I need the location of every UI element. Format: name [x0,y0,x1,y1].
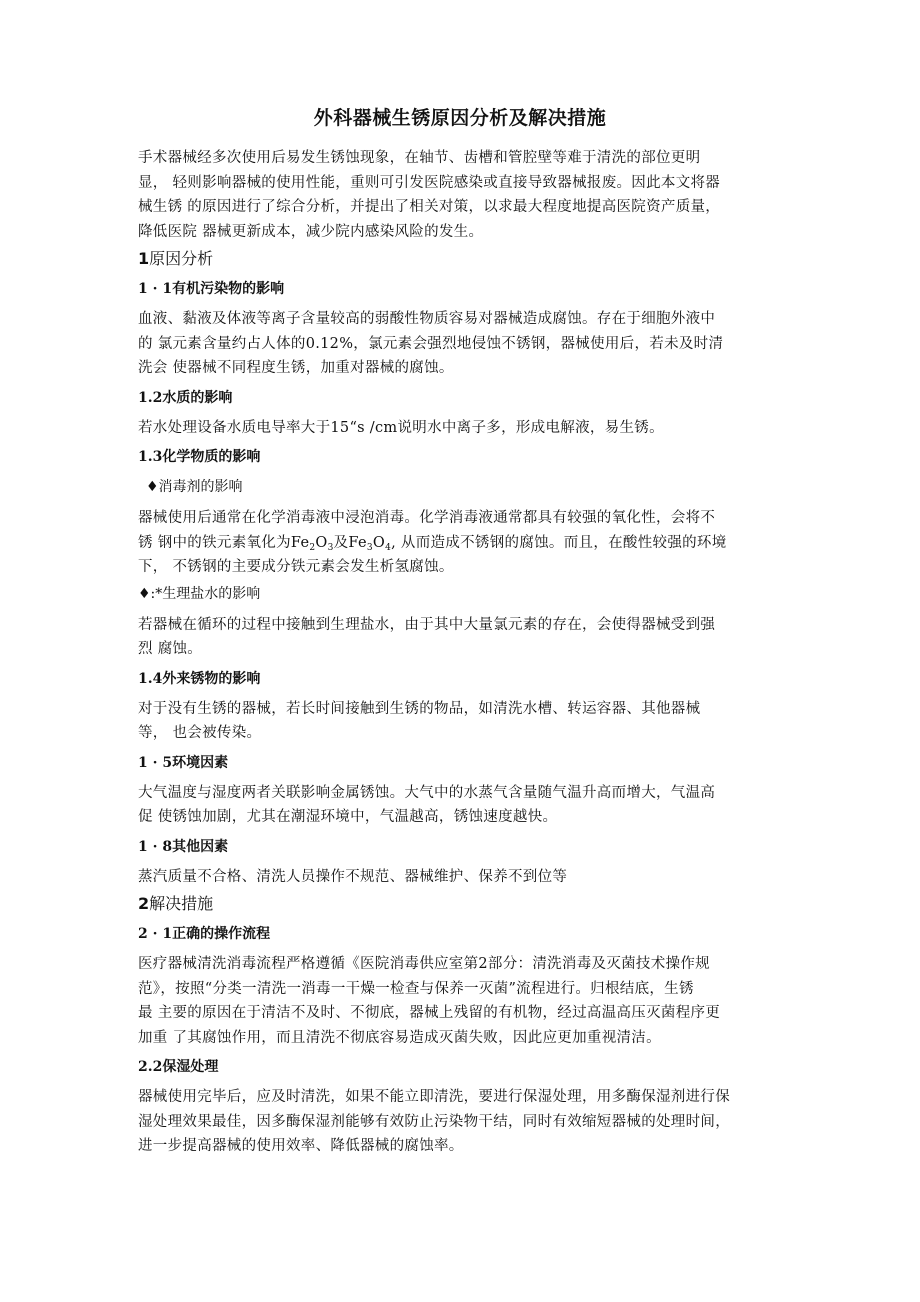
subsection-1-2-paragraph [138,416,798,441]
intro-line: 械生锈 的原因进行了综合分析，并提出了相关对策，以求最大程度地提高医院资产质量， [138,199,721,215]
paragraph-line: 若水处理设备水质电导率大于15“s /cm说明水中离子多，形成电解液，易生锈。 [138,419,664,436]
formula-text: 及Fe [333,534,367,551]
paragraph-line: 血液、黏液及体液等离子含量较高的弱酸性物质容易对器械造成腐蚀。存在于细胞外液中 [138,311,716,327]
intro-line: 显， 轻则影响器械的使用性能，重则可引发医院感染或直接导致器械报废。因此本文将器 [138,174,721,191]
subsection-2-2-paragraph [138,1085,798,1159]
subsection-2-1-heading: 2 · 1正确的操作流程 [138,926,271,942]
section-title: 解决措施 [149,894,214,913]
paragraph-line: 最 主要的原因在于清洁不及时、不彻底，器械上残留的有机物，经过高温高压灭菌程序更 [138,1005,721,1021]
paragraph-line: 若器械在循环的过程中接触到生理盐水，由于其中大量氯元素的存在，会使得器械受到强 [138,616,716,633]
bullet-saline: ♦:*生理盐水的影响 [138,585,261,602]
intro-line: 手术器械经多次使用后易发生锈蚀现象，在轴节、齿槽和管腔壁等难于清洗的部位更明 [138,150,701,166]
paragraph-line-formula [138,531,798,556]
paragraph-line: 等， 也会被传染。 [138,725,262,741]
subsection-1-4-heading: 1.4外来锈物的影响 [138,670,261,687]
subsection-2-1-paragraph [138,952,798,1050]
subsection-1-5-heading: 1 · 5环境因素 [138,754,229,771]
subsection-1-3-heading: 1.3化学物质的影响 [138,449,261,465]
section-number: 2 [138,894,150,913]
paragraph-line: 洗会 使器械不同程度生锈，加重对器械的腐蚀。 [138,360,454,376]
paragraph-line: 进一步提高器械的使用效率、降低器械的腐蚀率。 [138,1138,464,1154]
paragraph-line: 下， 不锈钢的主要成分铁元素会发生析氢腐蚀。 [138,559,454,575]
intro-paragraph [138,146,798,244]
section-1-heading [138,246,798,272]
document-body [138,146,798,1161]
subsection-1-4-paragraph [138,697,798,746]
paragraph-line: 器械使用后通常在化学消毒液中浸泡消毒。化学消毒液通常都具有较强的氧化性，会将不 [138,510,716,526]
subscript: 3 [327,542,334,553]
subsection-1-2-heading: 1.2水质的影响 [138,389,233,406]
subsection-1-8-paragraph [138,865,798,890]
formula-text: O [315,534,328,551]
formula-text: , 从而造成不锈钢的腐蚀。而且，在酸性较强的环境 [391,534,727,551]
saline-paragraph [138,613,798,662]
section-number: 1 [138,249,150,268]
formula-text: 锈 钢中的铁元素氧化为Fe [138,534,310,551]
intro-line: 降低医院 器械更新成本，减少院内感染风险的发生。 [138,223,484,240]
paragraph-line: 医疗器械清洗消毒流程严格遵循《医院消毒供应室第2部分：清洗消毒及灭菌技术操作规 [138,956,710,972]
paragraph-line: 烈 腐蚀。 [138,641,203,657]
paragraph-line: 的 氯元素含量约占人体的0.12%，氯元素会强烈地侵蚀不锈钢，器械使用后，若未及时清 [138,335,724,352]
section-title: 原因分析 [149,249,214,268]
subsection-2-2-heading: 2.2保湿处理 [138,1059,219,1075]
subsection-1-1-heading: 1 · 1有机污染物的影响 [138,281,285,297]
paragraph-line: 湿处理效果最佳，因多酶保湿剂能够有效防止污染物干结，同时有效缩短器械的处理时间， [138,1113,730,1130]
disinfectant-paragraph [138,506,798,580]
paragraph-line: 蒸汽质量不合格、清洗人员操作不规范、器械维护、保养不到位等 [138,868,568,885]
formula-text: O [372,534,386,551]
paragraph-line: 大气温度与湿度两者关联影响金属锈蚀。大气中的水蒸气含量随气温升高而增大，气温高 [138,784,716,801]
subsection-1-1-paragraph [138,307,798,381]
subscript: 3 [366,542,373,553]
subscript: 4 [385,542,392,553]
paragraph-line: 范》，按照“分类一清洗一消毒一干燥一检查与保养一灭菌”流程进行。归根结底，生锈 [138,980,694,997]
paragraph-line: 加重 了其腐蚀作用，而且清洗不彻底容易造成灭菌失败，因此应更加重视清洁。 [138,1029,661,1046]
paragraph-line: 对于没有生锈的器械，若长时间接触到生锈的物品，如清洗水槽、转运容器、其他器械 [138,700,701,717]
subsection-1-5-paragraph [138,781,798,830]
paragraph-line: 器械使用完毕后，应及时清洗，如果不能立即清洗，要进行保湿处理，用多酶保湿剂进行保 [138,1089,730,1105]
paragraph-line: 促 使锈蚀加剧，尤其在潮湿环境中，气温越高，锈蚀速度越快。 [138,809,558,825]
subsection-1-8-heading: 1 · 8其他因素 [138,838,229,855]
document-title: 外科器械生锈原因分析及解决措施 [313,107,607,129]
section-2-heading [138,891,798,917]
subscript: 2 [309,542,316,553]
bullet-disinfectant: ♦消毒剂的影响 [146,479,243,495]
